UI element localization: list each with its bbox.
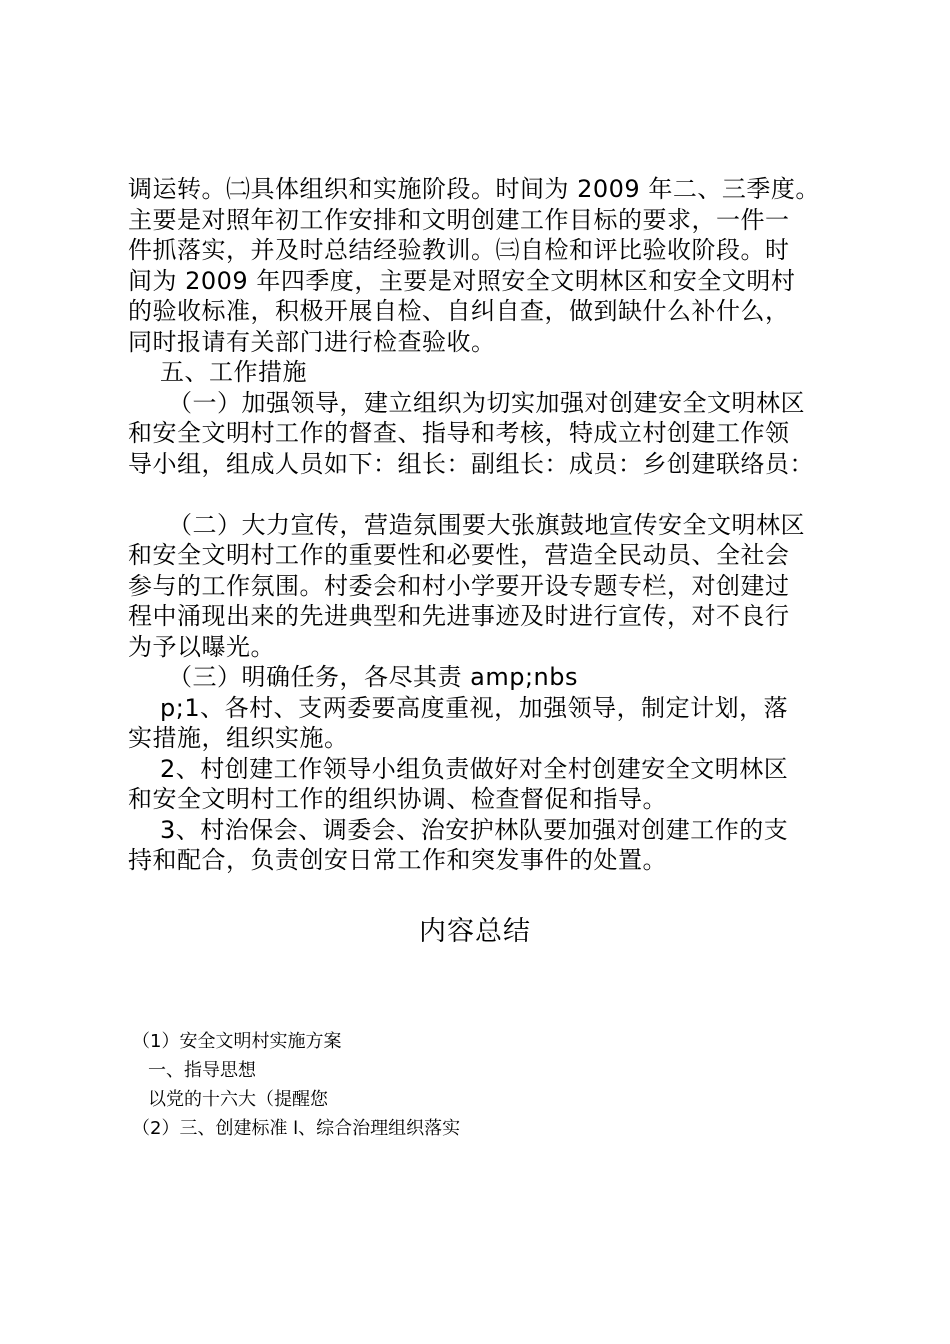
- body-line: 为予以曝光。: [128, 632, 275, 661]
- summary-item: （2）三、创建标准 l、综合治理组织落实: [132, 1118, 461, 1139]
- body-line: 和安全文明村工作的重要性和必要性，营造全民动员、全社会: [128, 541, 790, 569]
- body-line: p;1、各村、支两委要高度重视，加强领导，制定计划，落: [160, 693, 789, 722]
- section-heading: 五、工作措施: [160, 358, 307, 386]
- summary-item: （1）安全文明村实施方案: [132, 1031, 342, 1052]
- body-line: 程中涌现出来的先进典型和先进事迹及时进行宣传，对不良行: [128, 602, 790, 630]
- body-line: 主要是对照年初工作安排和文明创建工作目标的要求，一件一: [128, 205, 790, 234]
- body-line: 件抓落实，并及时总结经验教训。㈢自检和评比验收阶段。时: [128, 236, 790, 264]
- body-line: （二）大力宣传，营造氛围要大张旗鼓地宣传安全文明林区: [168, 510, 805, 539]
- body-line: 参与的工作氛围。村委会和村小学要开设专题专栏，对创建过: [128, 571, 790, 600]
- body-line: 的验收标准，积极开展自检、自纠自查，做到缺什么补什么，: [128, 297, 790, 325]
- summary-item: 以党的十六大（提醒您: [148, 1089, 328, 1110]
- document-body: [128, 174, 828, 876]
- summary-title: 内容总结: [419, 916, 531, 947]
- body-line: 实措施，组织实施。: [128, 724, 349, 752]
- body-line: （一）加强领导，建立组织为切实加强对创建安全文明林区: [168, 388, 805, 417]
- summary-list: [132, 1027, 832, 1143]
- body-line: 和安全文明村工作的组织协调、检查督促和指导。: [128, 785, 667, 813]
- blank-line: [128, 479, 828, 510]
- body-line: 导小组，组成人员如下：组长：副组长：成员：乡创建联络员：: [128, 449, 814, 478]
- body-line: 和安全文明村工作的督查、指导和考核，特成立村创建工作领: [128, 419, 790, 447]
- body-line: 间为 2009 年四季度，主要是对照安全文明林区和安全文明村: [128, 266, 796, 295]
- body-line: 调运转。㈡具体组织和实施阶段。时间为 2009 年二、三季度。: [128, 175, 820, 203]
- body-line: （三）明确任务，各尽其责 amp;nbs: [168, 663, 578, 691]
- body-line: 2、村创建工作领导小组负责做好对全村创建安全文明林区: [160, 754, 789, 783]
- summary-item: 一、指导思想: [148, 1060, 256, 1081]
- body-line: 同时报请有关部门进行检查验收。: [128, 327, 496, 356]
- body-line: 持和配合，负责创安日常工作和突发事件的处置。: [128, 846, 667, 874]
- body-line: 3、村治保会、调委会、治安护林队要加强对创建工作的支: [160, 815, 789, 844]
